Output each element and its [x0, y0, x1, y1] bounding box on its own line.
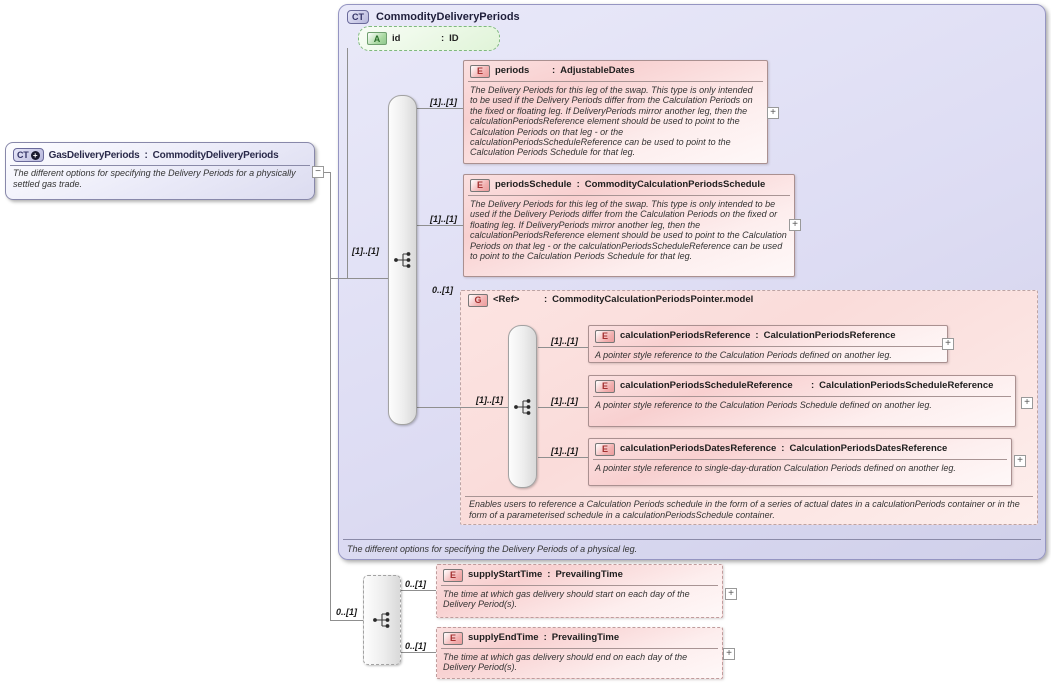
colon-separator: :: [543, 632, 547, 643]
element-box-calculationPeriodsScheduleReference[interactable]: [588, 375, 1016, 427]
cardinality-label: [1]..[1]: [551, 396, 578, 406]
colon-separator: :: [755, 330, 759, 341]
element-badge-icon: E: [470, 65, 490, 78]
element-type: CalculationPeriodsDatesReference: [789, 443, 948, 454]
element-annotation: A pointer style reference to the Calculation Periods defined on another leg.: [595, 350, 892, 360]
expand-icon[interactable]: +: [789, 219, 801, 231]
connector-line: [401, 590, 437, 591]
element-type: AdjustableDates: [560, 65, 635, 76]
cardinality-label: [1]..[1]: [430, 97, 457, 107]
colon-separator: :: [811, 380, 815, 391]
element-type: CalculationPeriodsReference: [763, 330, 896, 341]
container-title-text: CommodityDeliveryPeriods: [376, 11, 520, 23]
group-annotation-divider: [465, 496, 1033, 497]
colon-separator: :: [544, 294, 548, 305]
sequence-icon: [512, 396, 534, 418]
element-name: calculationPeriodsScheduleReference: [620, 380, 793, 391]
element-badge-icon: E: [470, 179, 490, 192]
expand-icon[interactable]: +: [942, 338, 954, 350]
element-badge-icon: E: [443, 569, 463, 582]
element-name: supplyEndTime: [468, 632, 539, 643]
expand-icon[interactable]: +: [1021, 397, 1033, 409]
attribute-badge-icon: A: [367, 32, 387, 45]
element-annotation: The time at which gas delivery should start on each day of the Delivery Period(s).: [443, 589, 690, 610]
expand-icon[interactable]: +: [725, 588, 737, 600]
connector-line: [330, 278, 389, 279]
element-name: calculationPeriodsDatesReference: [620, 443, 777, 454]
colon-separator: :: [781, 443, 785, 454]
element-badge-icon: E: [595, 443, 615, 456]
element-name: calculationPeriodsReference: [620, 330, 751, 341]
colon-separator: :: [144, 149, 148, 161]
cardinality-label: 0..[1]: [405, 579, 427, 589]
connector-line: [330, 172, 331, 620]
cardinality-label: [1]..[1]: [551, 446, 578, 456]
element-annotation: A pointer style reference to the Calculation Periods Schedule defined on another leg.: [595, 400, 932, 410]
group-annotation: Enables users to reference a Calculation Periods schedule in the form of a series of actual dates in a calculationPeriods container or in the form of a parameterised schedule in a calculationPeriodsSchedule container.: [469, 499, 1020, 520]
cardinality-label: [1]..[1]: [476, 395, 503, 405]
group-name: <Ref>: [493, 294, 520, 305]
attribute-box-id[interactable]: [358, 26, 500, 51]
expand-icon[interactable]: +: [767, 107, 779, 119]
element-box-calculationPeriodsReference[interactable]: [588, 325, 948, 363]
derivation-plus-icon: +: [31, 151, 40, 160]
attribute-name: id: [392, 33, 401, 44]
connector-line: [330, 620, 364, 621]
attribute-type: ID: [449, 33, 459, 44]
connector-line: [417, 407, 509, 408]
cardinality-label: 0..[1]: [336, 607, 358, 617]
element-name: periodsSchedule: [495, 179, 572, 190]
sequence-compositor: [388, 95, 417, 425]
container-annotation: The different options for specifying the Delivery Periods of a physical leg.: [347, 544, 638, 554]
element-annotation: The Delivery Periods for this leg of the swap. This type is only intended to be used if the Delivery Periods differ from the Calculation Periods on the fixed or floating leg. If DeliveryPeriods mirror another leg, then the calculationPeriodsReference element should be used to point to the Calculation Periods on that leg - or the calculationPeriodsScheduleReference can be used to point to the Calculation Periods Schedule for that leg.: [470, 199, 787, 262]
connector-line: [417, 108, 464, 109]
group-type: CommodityCalculationPeriodsPointer.model: [552, 294, 754, 305]
element-type: CommodityCalculationPeriodsSchedule: [584, 179, 766, 190]
cardinality-label: 0..[1]: [432, 285, 454, 295]
root-complextype-box-GasDeliveryPeriods[interactable]: [5, 142, 315, 200]
element-badge-icon: E: [595, 380, 615, 393]
element-annotation: A pointer style reference to single-day-duration Calculation Periods defined on another leg.: [595, 463, 956, 473]
cardinality-label: [1]..[1]: [430, 214, 457, 224]
sequence-compositor: [508, 325, 537, 488]
connector-line: [538, 407, 589, 408]
complextype-derived-badge-icon: CT +: [13, 148, 44, 162]
sequence-icon: [392, 249, 414, 271]
colon-separator: :: [441, 33, 445, 44]
connector-line: [538, 347, 589, 348]
connector-line: [538, 457, 589, 458]
element-type: PrevailingTime: [551, 632, 620, 643]
root-annotation: The different options for specifying the Delivery Periods for a physically settled gas trade.: [13, 168, 296, 189]
container-title: [347, 10, 520, 24]
root-type: CommodityDeliveryPeriods: [152, 149, 279, 161]
group-header: [468, 294, 1029, 307]
element-name: periods: [495, 65, 530, 76]
element-box-supplyEndTime[interactable]: [436, 627, 723, 679]
element-type: PrevailingTime: [555, 569, 623, 580]
element-type: CalculationPeriodsScheduleReference: [819, 380, 994, 391]
sequence-icon: [371, 609, 393, 631]
container-annotation-divider: [343, 539, 1041, 540]
connector-line: [417, 225, 464, 226]
element-badge-icon: E: [443, 632, 463, 645]
cardinality-label: [1]..[1]: [352, 246, 379, 256]
sequence-compositor: [363, 575, 401, 665]
element-badge-icon: E: [595, 330, 615, 343]
cardinality-label: 0..[1]: [405, 641, 427, 651]
colon-separator: :: [552, 65, 556, 76]
colon-separator: :: [576, 179, 580, 190]
cardinality-label: [1]..[1]: [551, 336, 578, 346]
colon-separator: :: [547, 569, 551, 580]
root-header: [6, 143, 314, 165]
element-box-supplyStartTime[interactable]: [436, 564, 723, 618]
collapse-icon[interactable]: −: [312, 166, 324, 178]
element-box-periods[interactable]: [463, 60, 768, 164]
connector-line: [347, 48, 348, 278]
element-name: supplyStartTime: [468, 569, 543, 580]
expand-icon[interactable]: +: [1014, 455, 1026, 467]
root-name: GasDeliveryPeriods: [48, 149, 140, 161]
element-box-calculationPeriodsDatesReference[interactable]: [588, 438, 1012, 486]
group-badge-icon: G: [468, 294, 488, 307]
expand-icon[interactable]: +: [723, 648, 735, 660]
element-box-periodsSchedule[interactable]: [463, 174, 795, 277]
element-annotation: The time at which gas delivery should end on each day of the Delivery Period(s).: [443, 652, 688, 673]
element-annotation: The Delivery Periods for this leg of the swap. This type is only intended to be used if the Delivery Periods differ from the Calculation Periods on the fixed or floating leg. If DeliveryPeriods mirror another leg, then the calculationPeriodsReference element should be used to point to the Calculation Periods on that leg - or the calculationPeriodsScheduleReference can be used to point to the Calculation Periods Schedule for that leg.: [470, 85, 753, 158]
complextype-badge-icon: CT: [347, 10, 369, 24]
connector-line: [401, 652, 437, 653]
